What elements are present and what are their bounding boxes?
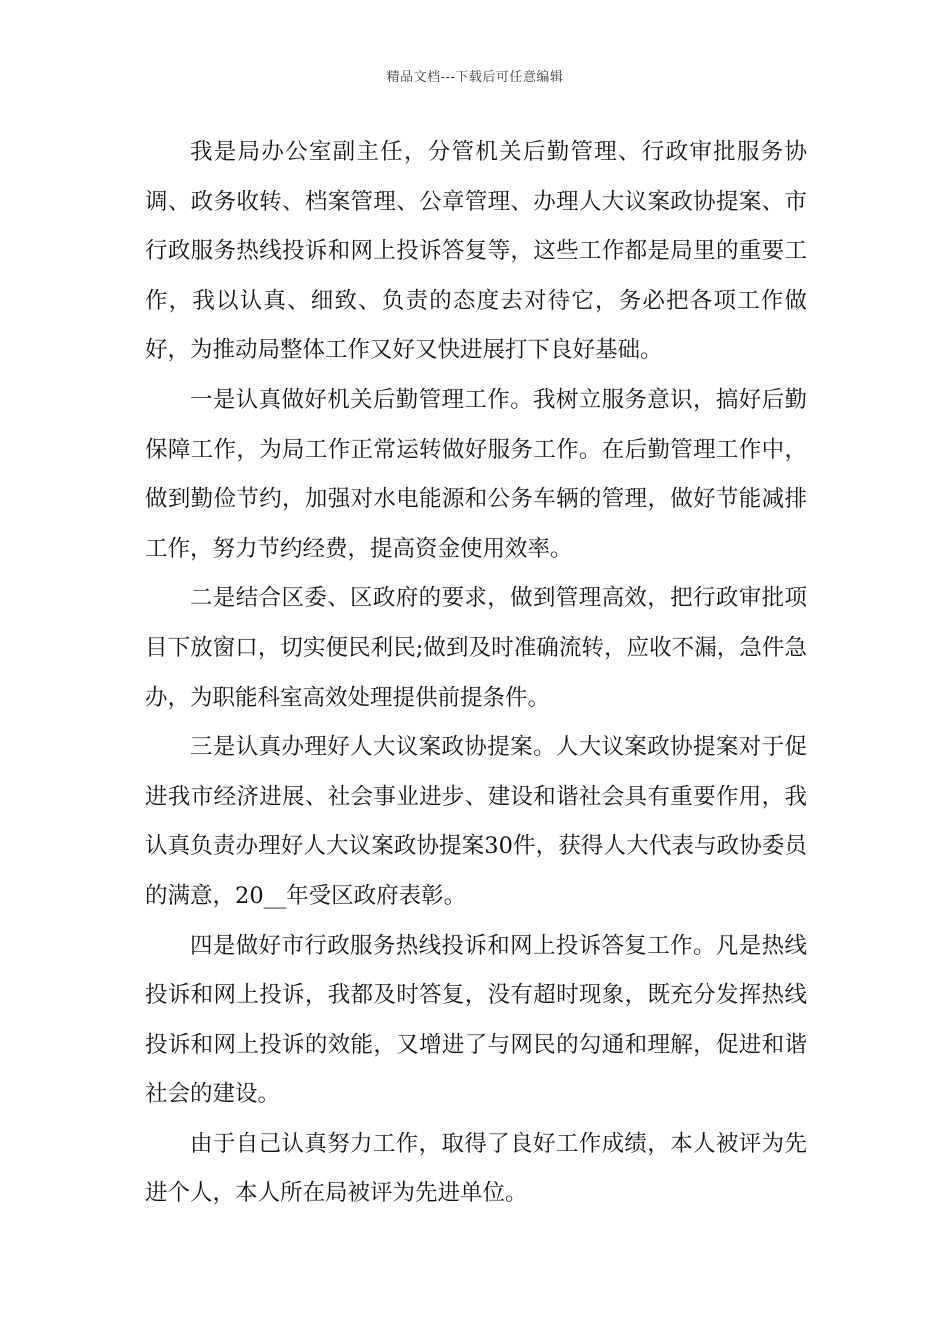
page-header: 精品文档---下载后可任意编辑 [386,70,564,85]
paragraph-item-2: 二是结合区委、区政府的要求，做到管理高效，把行政审批项目下放窗口，切实便民利民;做到及时准确流转，应收不漏，急件急办，为职能科室高效处理提供前提条件。 [145,585,807,711]
paragraph-item-1: 一是认真做好机关后勤管理工作。我树立服务意识，搞好后勤保障工作，为局工作正常运转做好服务工作。在后勤管理工作中，做到勤俭节约，加强对水电能源和公务车辆的管理，做好节能减排工作，努力节约经费，提高资金使用效率。 [145,386,807,562]
paragraph-intro: 我是局办公室副主任，分管机关后勤管理、行政审批服务协调、政务收转、档案管理、公章管理、办理人大议案政协提案、市行政服务热线投诉和网上投诉答复等，这些工作都是局里的重要工作，我以认真、细致、负责的态度去对待它，务必把各项工作做好，为推动局整体工作又好又快进展打下良好基础。 [145,139,807,364]
paragraph-item-4: 四是做好市行政服务热线投诉和网上投诉答复工作。凡是热线投诉和网上投诉，我都及时答复，没有超时现象，既充分发挥热线投诉和网上投诉的效能，又增进了与网民的勾通和理解，促进和谐社会的建设。 [145,932,807,1108]
paragraph-item-3: 三是认真办理好人大议案政协提案。人大议案政协提案对于促进我市经济进展、社会事业进步、建设和谐社会具有重要作用，我认真负责办理好人大议案政协提案30件，获得人大代表与政协委员的满意，20__年受区政府表彰。 [145,734,807,909]
paragraph-conclusion: 由于自己认真努力工作，取得了良好工作成绩，本人被评为先进个人，本人所在局被评为先进单位。 [145,1130,807,1207]
document-body [145,128,807,1219]
